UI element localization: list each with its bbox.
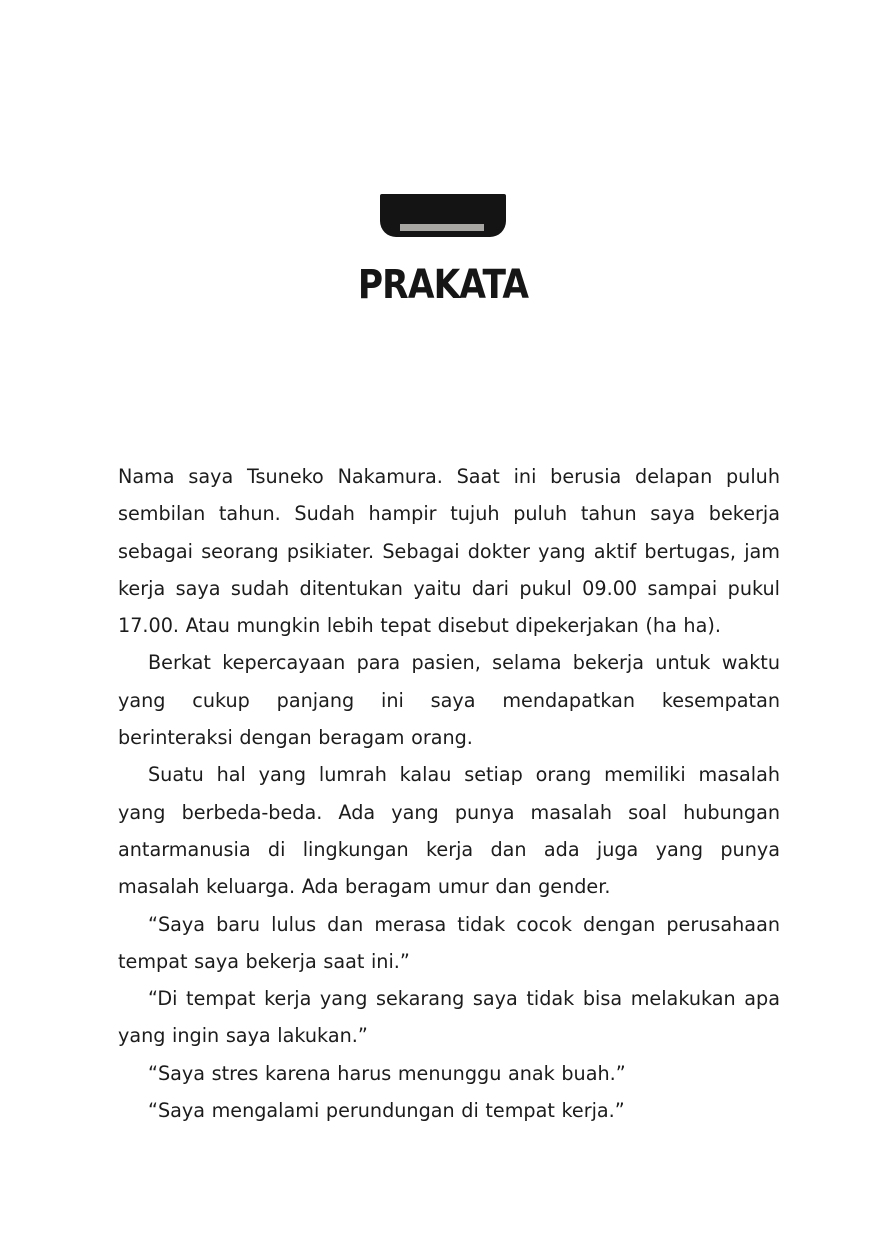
paragraph-problems: Suatu hal yang lumrah kalau setiap orang memiliki masalah yang berbeda-beda. Ada yang punya masalah soal hubungan antarmanusia di lingkungan kerja dan ada juga yang punya masalah keluarga. Ada beragam umur dan gender. xyxy=(118,763,780,899)
body-text xyxy=(118,458,780,1129)
paragraph-patients: Berkat kepercayaan para pasien, selama bekerja untuk waktu yang cukup panjang ini saya mendapatkan kesempatan berinteraksi dengan beragam orang. xyxy=(118,651,780,750)
paragraph-quote-graduate: “Saya baru lulus dan merasa tidak cocok dengan perusahaan tempat saya bekerja saat ini.” xyxy=(118,912,780,973)
paragraph-quote-stress: “Saya stres karena harus menunggu anak buah.” xyxy=(148,1061,626,1085)
paragraph-intro: Nama saya Tsuneko Nakamura. Saat ini berusia delapan puluh sembilan tahun. Sudah hampir tujuh puluh tahun saya bekerja sebagai seorang psikiater. Sebagai dokter yang aktif bertugas, jam kerja saya sudah ditentukan yaitu dari pukul 09.00 sampai pukul 17.00. Atau mungkin lebih tepat disebut dipekerjakan (ha ha). xyxy=(118,465,780,638)
chapter-emblem xyxy=(380,194,506,237)
paragraph-quote-bullying: “Saya mengalami perundungan di tempat kerja.” xyxy=(148,1099,625,1123)
paragraph-quote-workplace: “Di tempat kerja yang sekarang saya tidak bisa melakukan apa yang ingin saya lakukan.” xyxy=(118,987,780,1048)
chapter-title: PRAKATA xyxy=(357,262,529,308)
emblem-bar xyxy=(400,224,484,231)
